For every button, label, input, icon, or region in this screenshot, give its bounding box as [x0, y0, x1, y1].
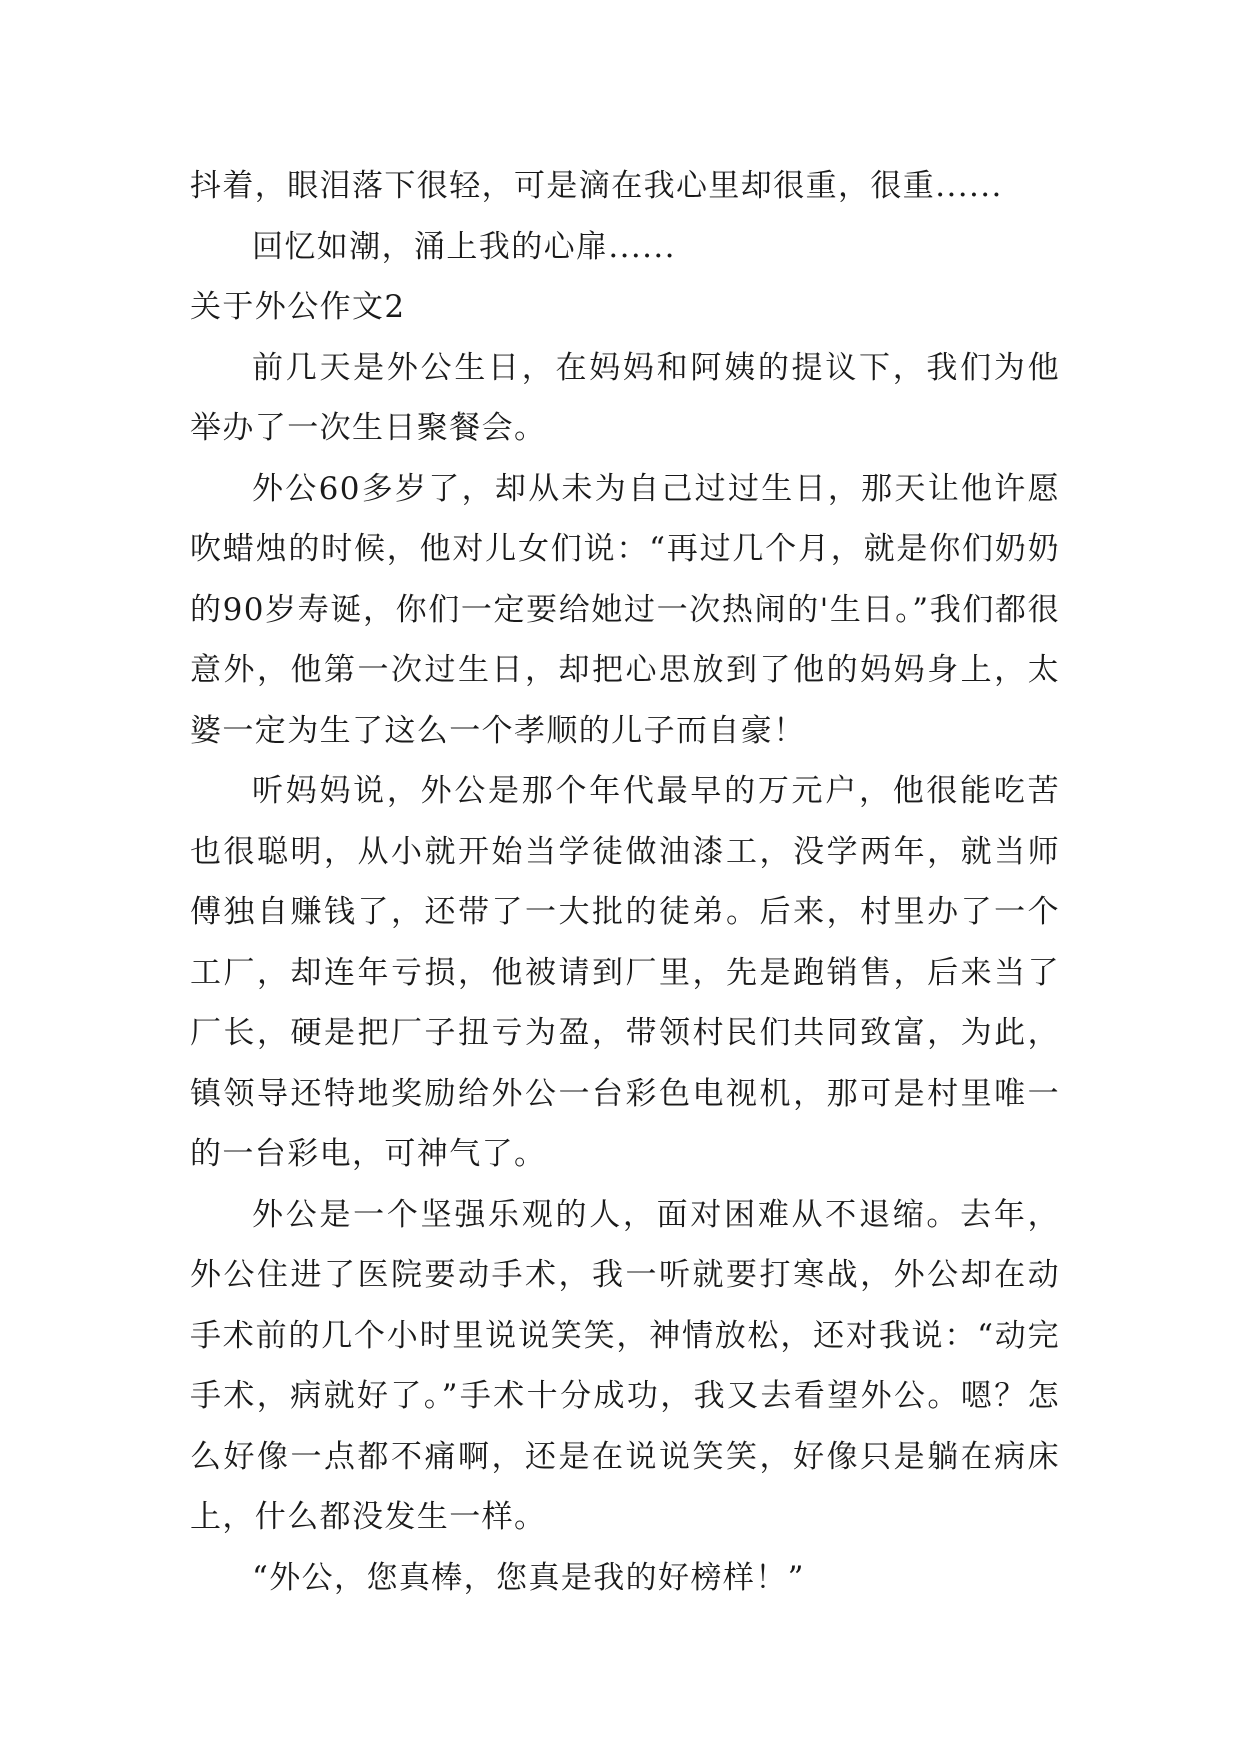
paragraph: 前几天是外公生日，在妈妈和阿姨的提议下，我们为他举办了一次生日聚餐会。	[190, 349, 1060, 446]
paragraph-continuation: 抖着，眼泪落下很轻，可是滴在我心里却很重，很重......	[190, 168, 1003, 204]
paragraph: 回忆如潮，涌上我的心扉......	[252, 228, 676, 265]
paragraph: 外公60多岁了，却从未为自己过过生日，那天让他许愿吹蜡烛的时候，他对儿女们说：“再过几个月，就是你们奶奶的90岁寿诞，你们一定要给她过一次热闹的'生日。”我们都很意外，他第一次过生日，却把心思放到了他的妈妈身上，太婆一定为生了这么一个孝顺的儿子而自豪！	[190, 470, 1060, 749]
paragraph: 听妈妈说，外公是那个年代最早的万元户，他很能吃苦也很聪明，从小就开始当学徒做油漆工，没学两年，就当师傅独自赚钱了，还带了一大批的徒弟。后来，村里办了一个工厂，却连年亏损，他被请到厂里，先是跑销售，后来当了厂长，硬是把厂子扭亏为盈，带领村民们共同致富，为此，镇领导还特地奖励给外公一台彩色电视机，那可是村里唯一的一台彩电，可神气了。	[190, 773, 1060, 1172]
paragraph-quote: “外公，您真棒，您真是我的好榜样！”	[252, 1559, 805, 1596]
section-heading: 关于外公作文2	[190, 289, 406, 325]
document-body	[190, 156, 1060, 1608]
paragraph: 外公是一个坚强乐观的人，面对困难从不退缩。去年，外公住进了医院要动手术，我一听就要打寒战，外公却在动手术前的几个小时里说说笑笑，神情放松，还对我说：“动完手术，病就好了。”手术十分成功，我又去看望外公。嗯？怎么好像一点都不痛啊，还是在说说笑笑，好像只是躺在病床上，什么都没发生一样。	[190, 1196, 1060, 1535]
